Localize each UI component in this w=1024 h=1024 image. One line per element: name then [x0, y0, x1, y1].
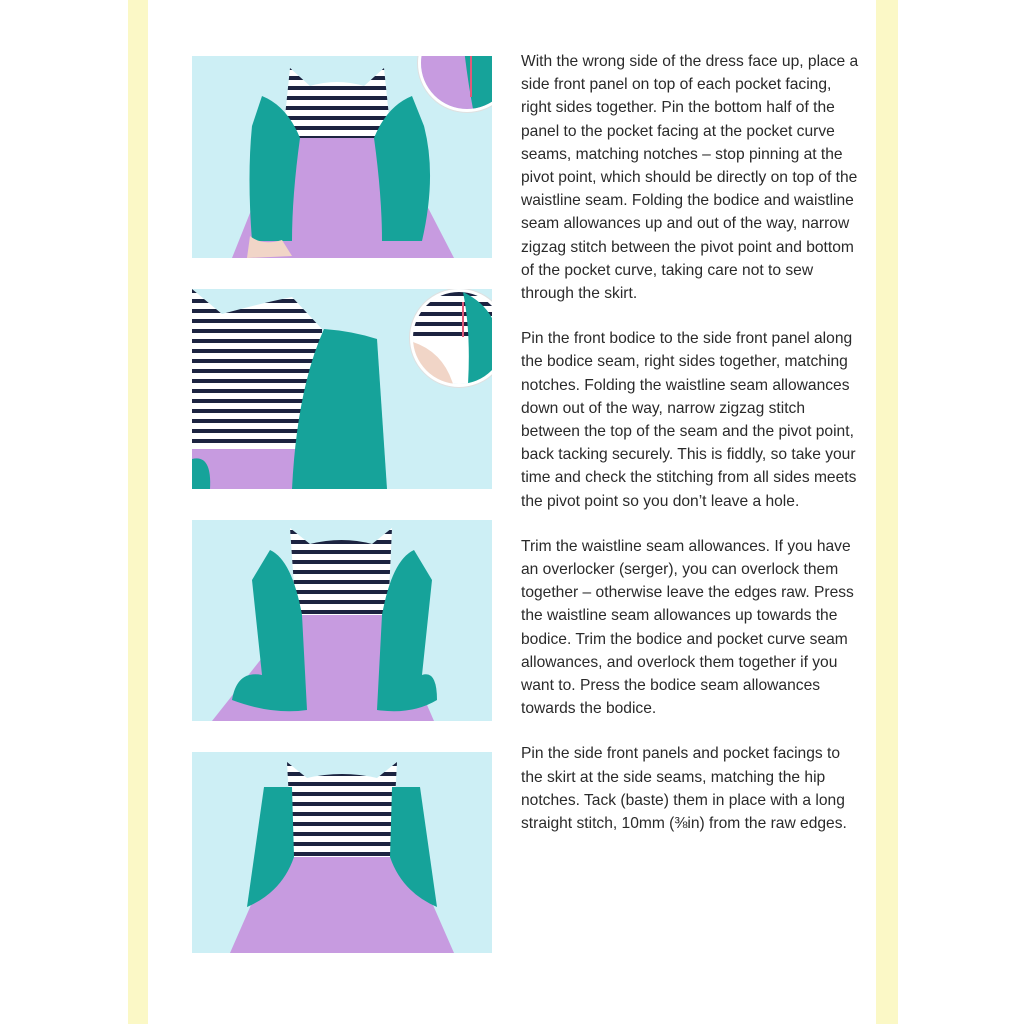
step-2-photo	[192, 289, 492, 489]
left-margin-strip	[128, 0, 148, 1024]
paragraph-1: With the wrong side of the dress face up, place a side front panel on top of each pocket facing, right sides together. Pin the bottom half of the panel to the pocket facing at the pocket curve seams, matching notches – stop pinning at the pivot point, which should be directly on top of the waistline seam. Folding the bodice and waistline seam allowances up and out of the way, narrow zigzag stitch between the pivot point and bottom of the pocket curve, taking care not to sew through the skirt.	[521, 53, 859, 303]
step-3-photo	[192, 520, 492, 721]
right-margin-strip	[876, 0, 898, 1024]
pinning-detail-inset	[418, 56, 492, 112]
instruction-text	[521, 50, 866, 857]
paragraph-2: Pin the front bodice to the side front panel along the bodice seam, right sides together, matching notches. Folding the waistline seam allowances down out of the way, narrow zigzag stitch between the top of the seam and the pivot point, back tacking securely. This is fiddly, so take your time and check the stitching from all sides meets the pivot point so you don’t leave a hole.	[521, 330, 857, 510]
paragraph-4: Pin the side front panels and pocket facings to the skirt at the side seams, matching the hip notches. Tack (baste) them in place with a long straight stitch, 10mm (⅜in) from the raw edges.	[521, 745, 847, 833]
pinning-detail-inset	[410, 289, 492, 387]
step-4-photo	[192, 752, 492, 953]
step-1-photo	[192, 56, 492, 258]
paragraph-3: Trim the waistline seam allowances. If you have an overlocker (serger), you can overlock them together – otherwise leave the edges raw. Press the waistline seam allowances up towards the bodice. Trim the bodice and pocket curve seam allowances, and overlock them together if you want to. Press the bodice seam allowances towards the bodice.	[521, 537, 854, 718]
